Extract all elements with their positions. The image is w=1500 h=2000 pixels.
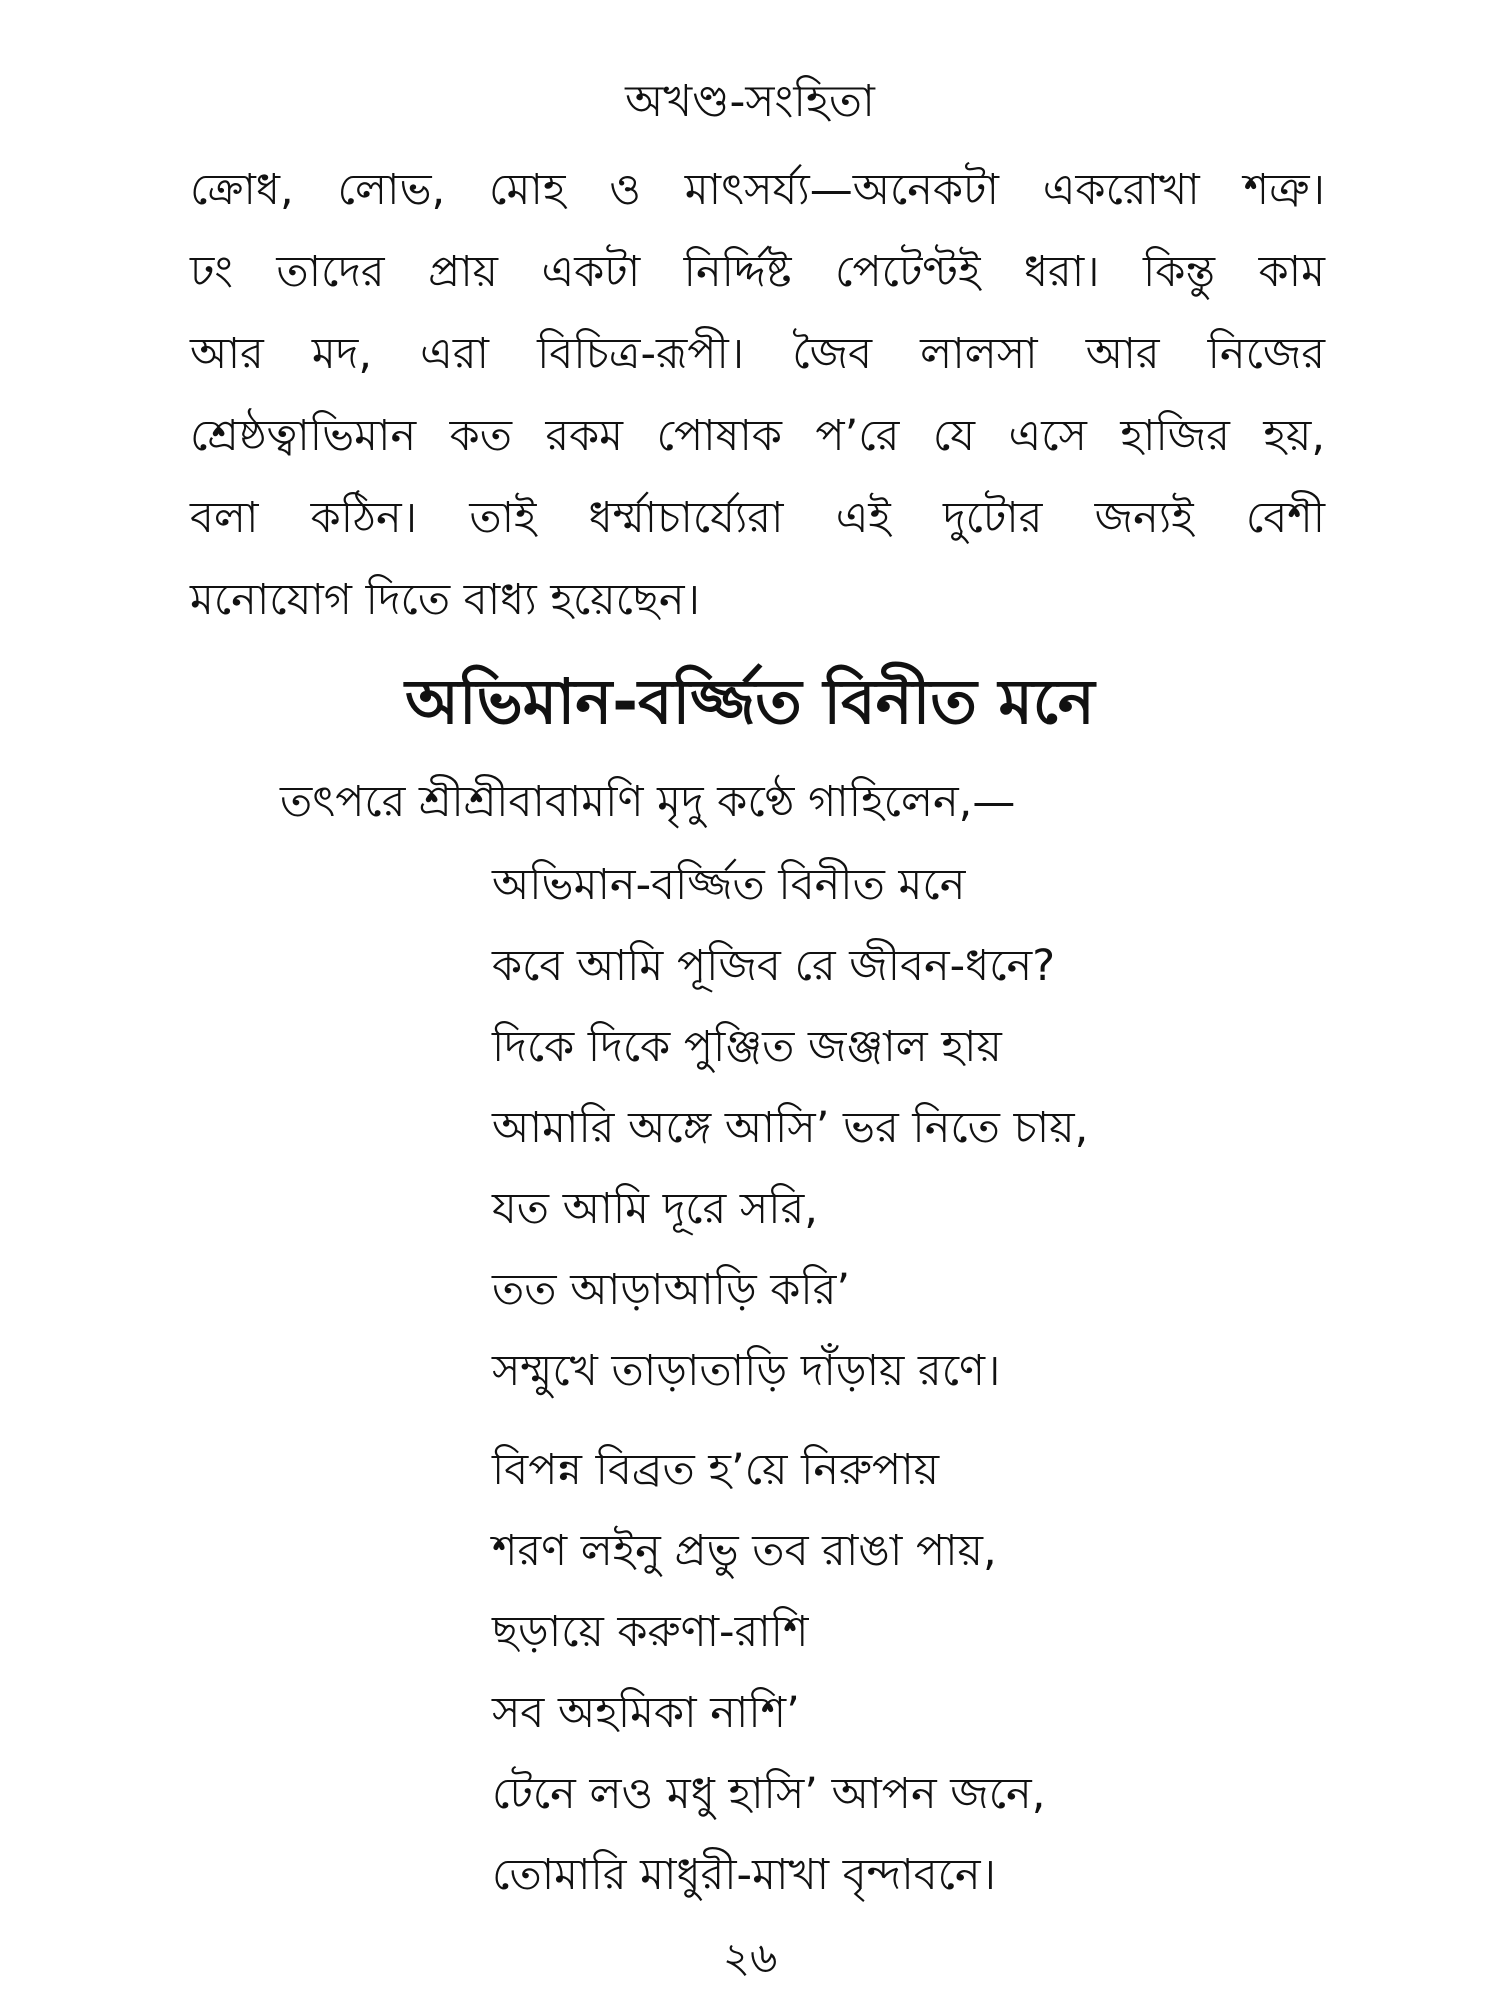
verse-line: যত আমি দূরে সরি,	[492, 1184, 818, 1234]
paragraph-line: শ্রেষ্ঠত্বাভিমান কত রকম পোষাক প’রে যে এসে হাজির হয়,	[190, 411, 1325, 461]
paragraph-line: বলা কঠিন। তাই ধর্ম্মাচার্য্যেরা এই দুটোর জন্যই বেশী	[190, 493, 1325, 543]
running-header: অখণ্ড-সংহিতা	[625, 76, 875, 127]
paragraph-line: আর মদ, এরা বিচিত্র-রূপী। জৈব লালসা আর নিজের	[190, 329, 1325, 379]
page-number: ২৬	[722, 1933, 778, 1982]
verse-line: তত আড়াআড়ি করি’	[492, 1265, 851, 1315]
paragraph-line: ঢং তাদের প্রায় একটা নির্দ্দিষ্ট পেটেণ্টই ধরা। কিন্তু কাম	[190, 247, 1325, 297]
verse-line: আমারি অঙ্গে আসি’ ভর নিতে চায়,	[492, 1103, 1089, 1153]
section-heading: অভিমান-বর্জ্জিত বিনীত মনে	[405, 665, 1095, 738]
song-stanza-2	[492, 1440, 1045, 1926]
verse-line: ছড়ায়ে করুণা-রাশি	[492, 1607, 809, 1657]
verse-line: সম্মুখে তাড়াতাড়ি দাঁড়ায় রণে।	[492, 1346, 1001, 1396]
paragraph-line: ক্রোধ, লোভ, মোহ ও মাৎসর্য্য—অনেকটা একরোখা শত্রু।	[190, 165, 1325, 215]
verse-line: তোমারি মাধুরী-মাখা বৃন্দাবনে।	[492, 1850, 996, 1900]
song-intro-line: তৎপরে শ্রীশ্রীবাবামণি মৃদু কণ্ঠে গাহিলেন,—	[280, 777, 1016, 827]
verse-line: দিকে দিকে পুঞ্জিত জঞ্জাল হায়	[492, 1022, 1002, 1072]
verse-line: টেনে লও মধু হাসি’ আপন জনে,	[492, 1769, 1046, 1819]
verse-line: অভিমান-বর্জ্জিত বিনীত মনে	[492, 860, 966, 910]
verse-line: সব অহমিকা নাশি’	[492, 1688, 800, 1738]
verse-line: শরণ লইনু প্রভু তব রাঙা পায়,	[492, 1526, 997, 1576]
paragraph-line: মনোযোগ দিতে বাধ্য হয়েছেন।	[190, 575, 700, 625]
verse-line: কবে আমি পূজিব রে জীবন-ধনে?	[492, 941, 1056, 991]
verse-line: বিপন্ন বিব্রত হ’য়ে নিরুপায়	[492, 1445, 940, 1495]
song-stanza-1	[492, 855, 1088, 1422]
